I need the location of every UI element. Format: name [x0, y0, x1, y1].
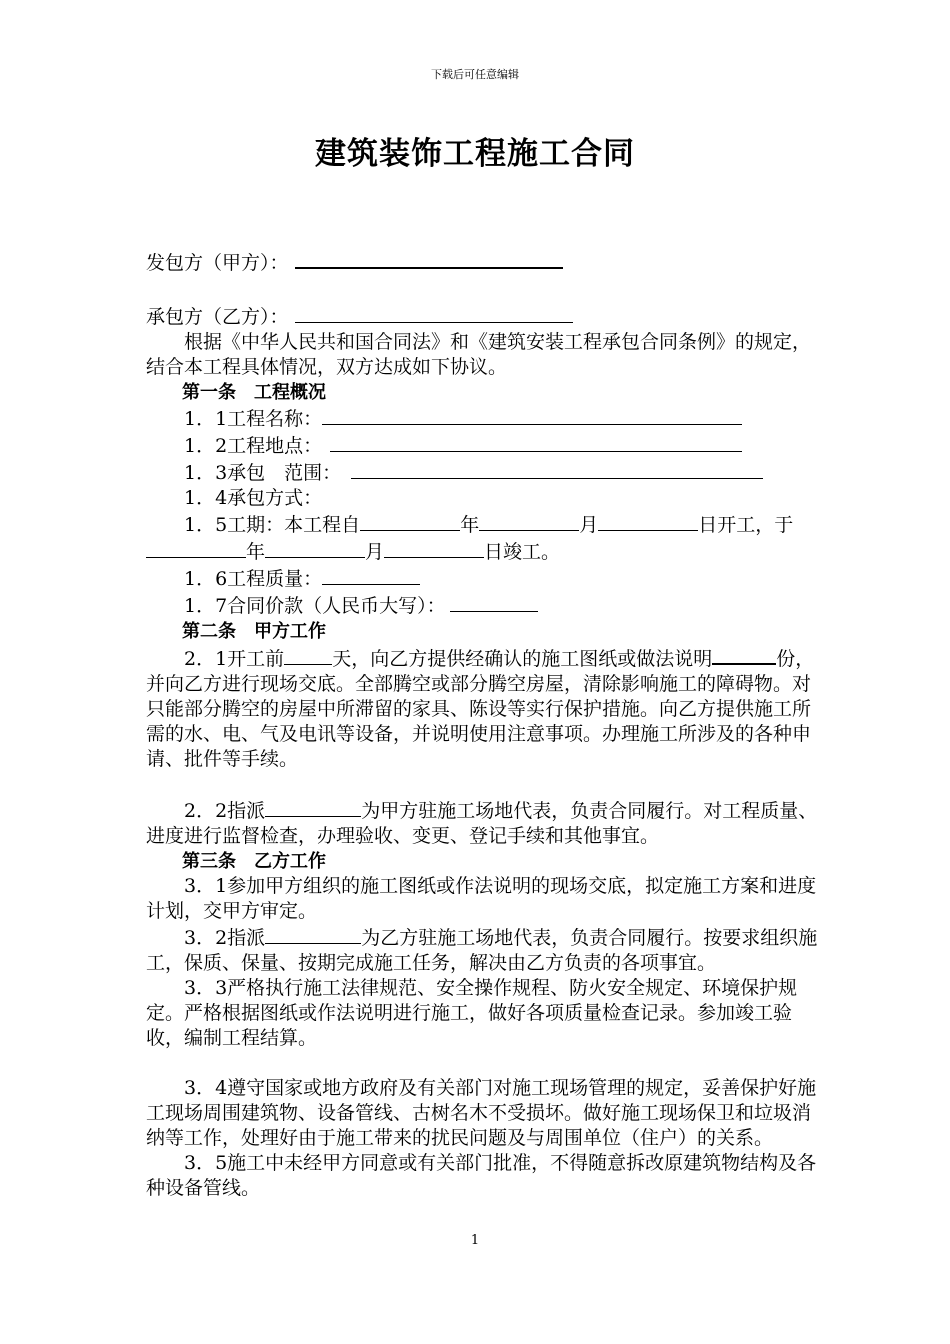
contract-body	[146, 248, 826, 1201]
end-year-blank[interactable]	[146, 538, 246, 558]
spacer	[146, 772, 826, 797]
item-1-2	[146, 432, 826, 459]
party-b-label: 承包方（乙方）：	[146, 306, 289, 328]
start-year-blank[interactable]	[360, 511, 460, 531]
copies-blank[interactable]	[712, 644, 776, 665]
quality-blank[interactable]	[322, 565, 420, 585]
start-day-text: 日开工，于	[698, 514, 794, 536]
item-1-1-label: 1．1工程名称：	[184, 408, 323, 430]
item-3-2	[146, 924, 826, 976]
item-1-1	[146, 405, 826, 432]
end-month-blank[interactable]	[265, 538, 365, 558]
project-location-blank[interactable]	[330, 432, 742, 452]
item-3-4: 3．4遵守国家或地方政府及有关部门对施工现场管理的规定，妥善保护好施工现场周围建筑物、设备管线、古树名木不受损坏。做好施工现场保卫和垃圾消纳等工作，处理好由于施工带来的扰民问题及与周围单位（住户）的关系。	[146, 1077, 817, 1149]
document-title: 建筑装饰工程施工合同	[315, 136, 635, 172]
item-2-2-text-a: 2．2指派	[184, 800, 266, 822]
item-1-3	[146, 459, 826, 486]
end-year-unit: 年	[246, 541, 266, 563]
item-1-3-label: 1．3承包 范围：	[184, 462, 342, 484]
item-2-1-text-a: 2．1开工前	[184, 648, 285, 670]
item-2-2	[146, 797, 826, 849]
item-1-4: 1．4承包方式：	[184, 487, 323, 509]
item-1-6	[146, 565, 826, 592]
item-1-6-label: 1．6工程质量：	[184, 568, 323, 590]
item-2-1-text-c: 份，并向乙方进行现场交底。全部腾空或部分腾空房屋，清除影响施工的障碍物。对只能部分腾空的房屋中所滞留的家具、陈设等实行保护措施。向乙方提供施工所需的水、电、气及电讯等设备，并说明使用注意事项。办理施工所涉及的各种申请、批件等手续。	[146, 648, 815, 770]
party-b-line	[146, 303, 826, 330]
item-3-2-text-a: 3．2指派	[184, 927, 266, 949]
item-3-1: 3．1参加甲方组织的施工图纸或作法说明的现场交底，拟定施工方案和进度计划，交甲方审定。	[146, 875, 817, 922]
days-before-start-blank[interactable]	[284, 645, 332, 665]
party-b-rep-blank[interactable]	[265, 924, 361, 944]
article-3-heading: 第三条 乙方工作	[182, 851, 326, 872]
party-a-line	[146, 248, 826, 276]
item-2-1	[146, 644, 826, 772]
spacer	[146, 1051, 826, 1076]
end-month-unit: 月	[365, 541, 385, 563]
contract-price-blank[interactable]	[450, 592, 538, 612]
item-2-1-text-b: 天，向乙方提供经确认的施工图纸或做法说明	[332, 648, 713, 670]
item-1-5	[146, 511, 826, 565]
party-b-blank[interactable]	[295, 303, 573, 323]
party-a-label: 发包方（甲方）：	[146, 252, 289, 274]
item-1-7	[146, 592, 826, 619]
intro-paragraph: 根据《中华人民共和国合同法》和《建筑安装工程承包合同条例》的规定，结合本工程具体情况，双方达成如下协议。	[146, 331, 812, 378]
item-3-5: 3．5施工中未经甲方同意或有关部门批准，不得随意拆改原建筑物结构及各种设备管线。	[146, 1152, 817, 1199]
item-1-7-label: 1．7合同价款（人民币大写）：	[184, 595, 446, 617]
end-day-text: 日竣工。	[484, 541, 561, 563]
item-1-5-label: 1．5工期：本工程自	[184, 514, 361, 536]
start-month-blank[interactable]	[479, 511, 579, 531]
party-a-blank[interactable]	[295, 248, 563, 269]
article-1-heading: 第一条 工程概况	[182, 382, 326, 403]
contract-scope-blank[interactable]	[351, 459, 763, 479]
header-note: 下载后可任意编辑	[431, 68, 519, 81]
item-3-2-text-b: 为乙方驻施工场地代表，负责合同履行。按要求组织施工，保质、保量、按期完成施工任务，解决由乙方负责的各项事宜。	[146, 927, 818, 974]
item-1-2-label: 1．2工程地点：	[184, 435, 323, 457]
item-2-2-text-b: 为甲方驻施工场地代表，负责合同履行。对工程质量、进度进行监督检查，办理验收、变更、登记手续和其他事宜。	[146, 800, 818, 847]
start-month-unit: 月	[579, 514, 599, 536]
article-2-heading: 第二条 甲方工作	[182, 621, 326, 642]
start-year-unit: 年	[460, 514, 480, 536]
start-day-blank[interactable]	[598, 511, 698, 531]
party-a-rep-blank[interactable]	[265, 797, 361, 817]
project-name-blank[interactable]	[322, 405, 742, 425]
item-3-3: 3．3严格执行施工法律规范、安全操作规程、防火安全规定、环境保护规定。严格根据图纸或作法说明进行施工，做好各项质量检查记录。参加竣工验收，编制工程结算。	[146, 977, 798, 1049]
page-number: 1	[470, 1233, 480, 1248]
end-day-blank[interactable]	[384, 538, 484, 558]
